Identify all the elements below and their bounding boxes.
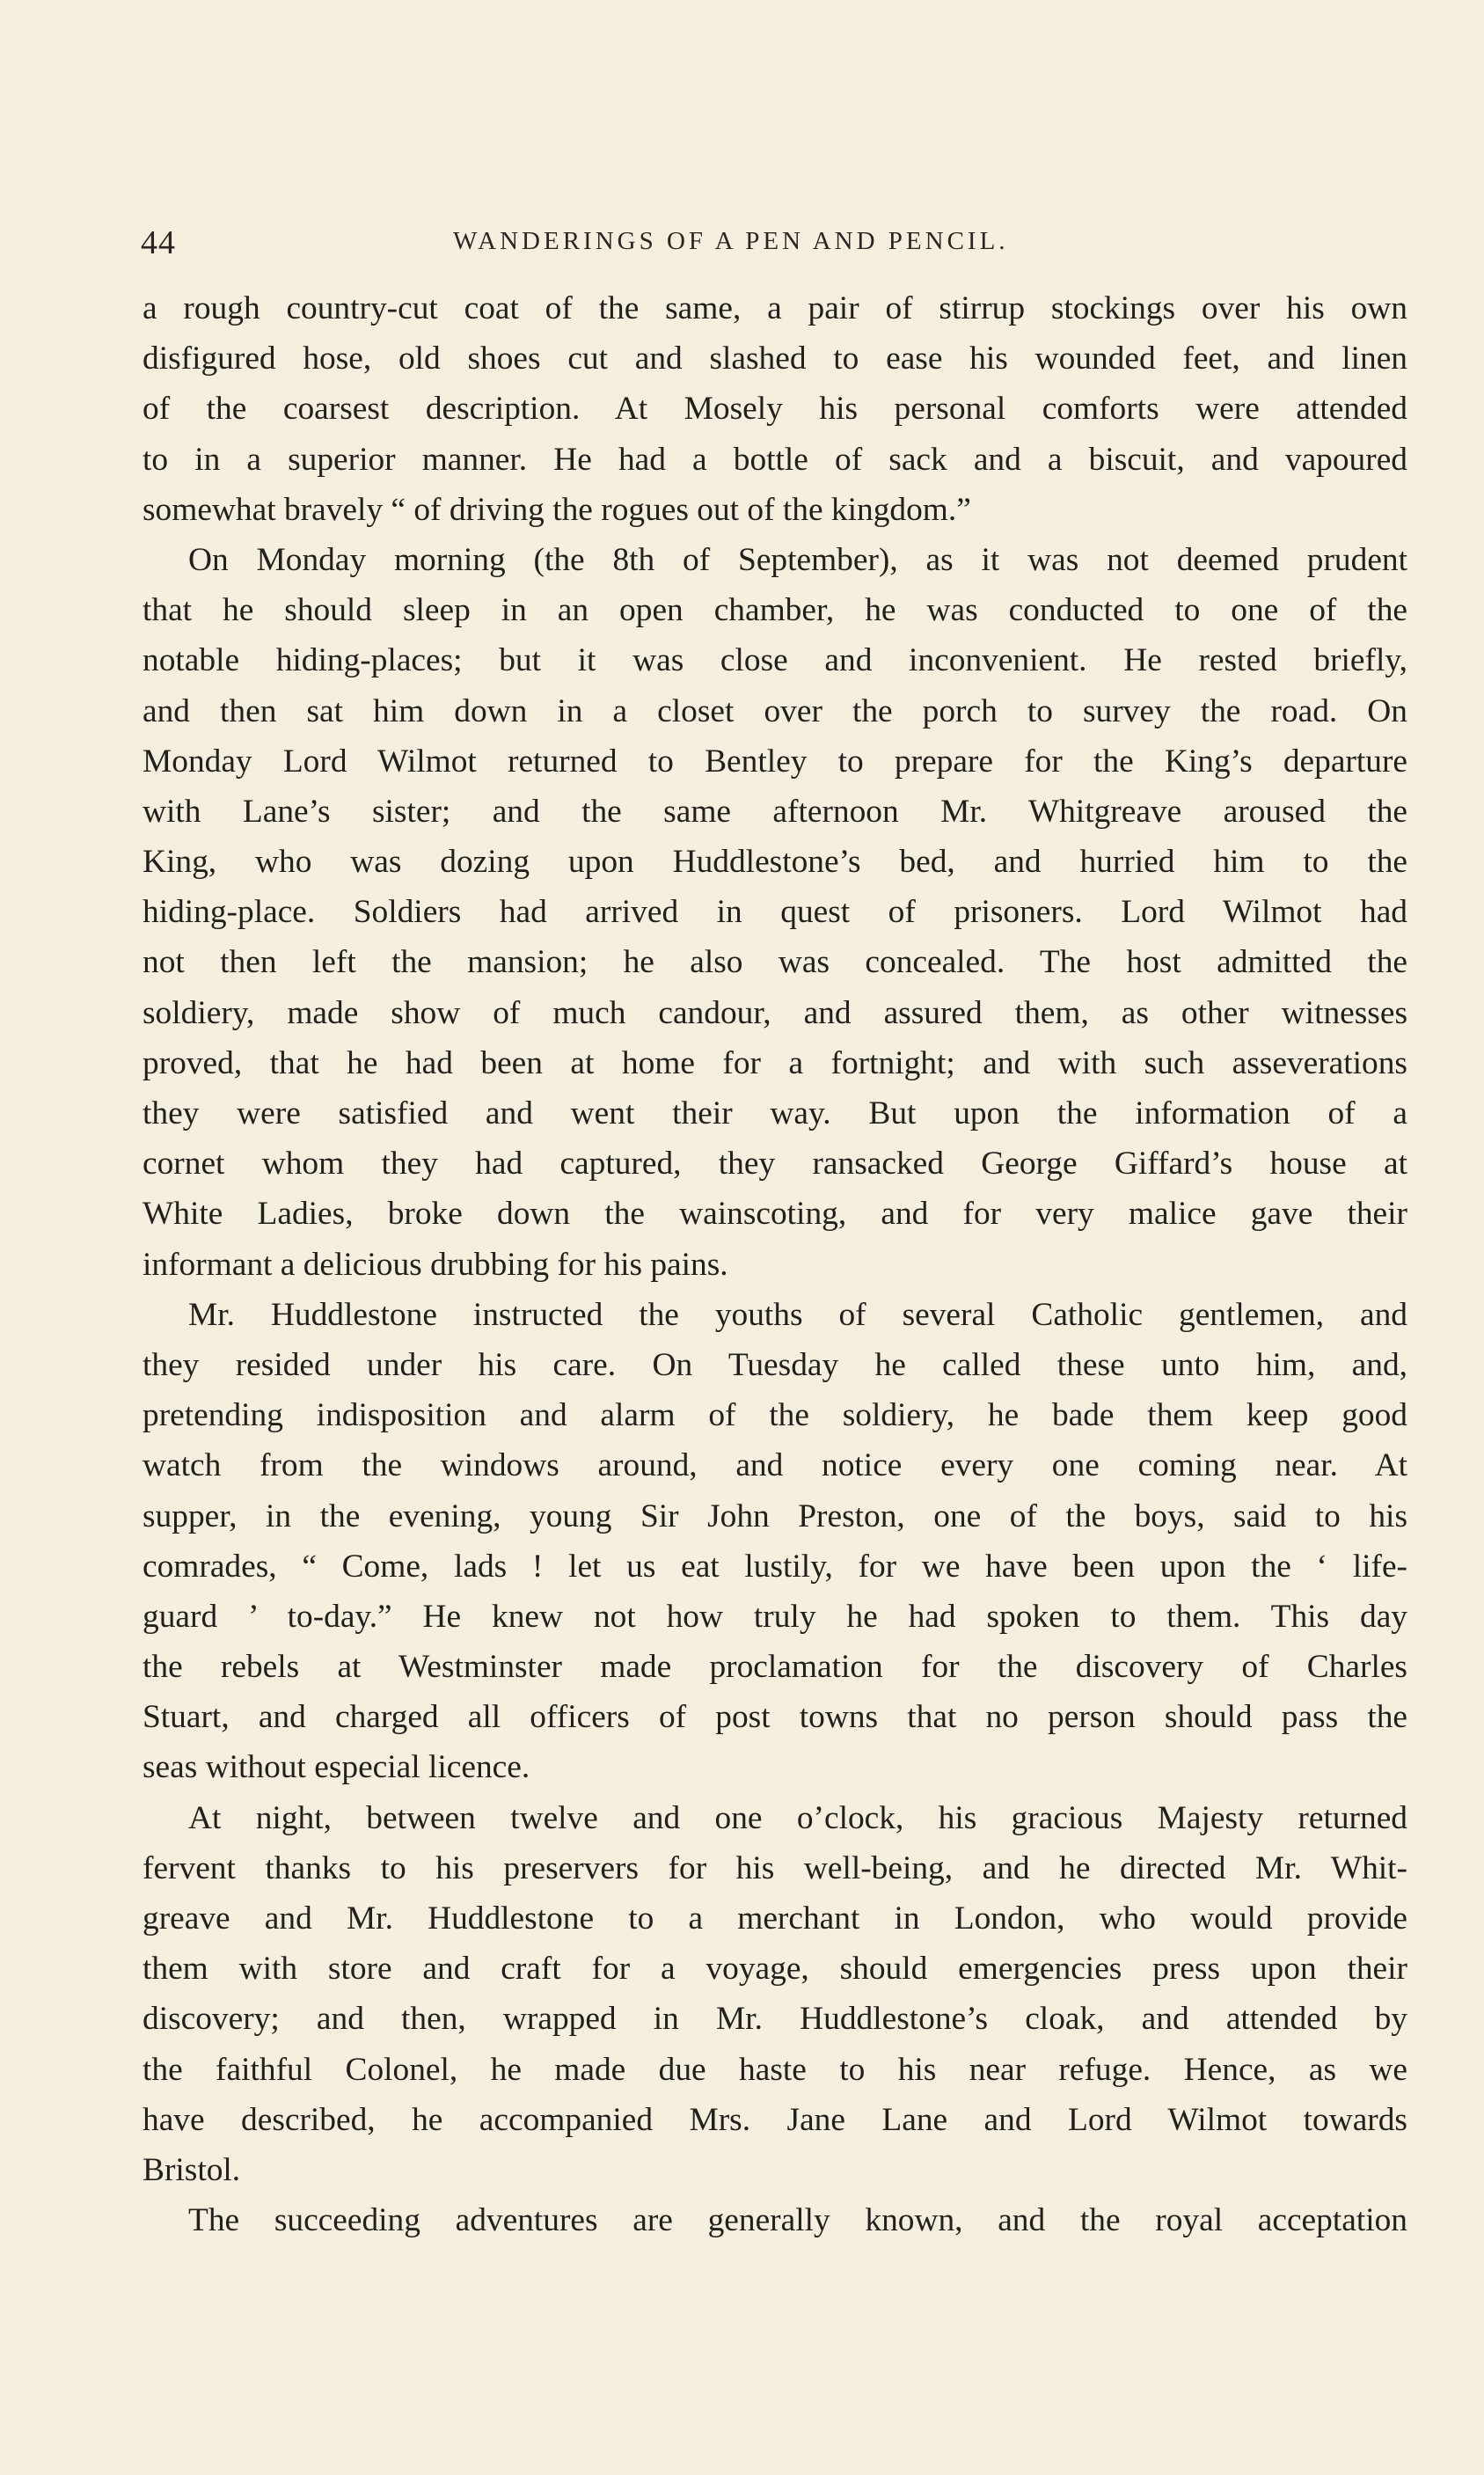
text-line: have described, he accompanied Mrs. Jane Lane and Lord Wilmot towards (143, 2101, 1407, 2138)
text-line: soldiery, made show of much candour, and assured them, as other witnesses (143, 994, 1407, 1031)
paragraph-start-line: Mr. Huddlestone instructed the youths of several Catholic gentlemen, and (188, 1296, 1407, 1333)
text-line: seas without especial licence. (143, 1749, 530, 1786)
running-head (141, 218, 1363, 271)
text-line: notable hiding-places; but it was close and inconvenient. He rested briefly, (143, 642, 1407, 679)
text-line: not then left the mansion; he also was concealed. The host admitted the (143, 944, 1407, 981)
text-line: with Lane’s sister; and the same afternoon Mr. Whitgreave aroused the (143, 793, 1407, 830)
text-line: King, who was dozing upon Huddlestone’s bed, and hurried him to the (143, 844, 1407, 881)
text-line: a rough country-cut coat of the same, a pair of stirrup stockings over his own (143, 290, 1407, 326)
text-line: watch from the windows around, and notice every one coming near. At (143, 1447, 1407, 1484)
text-line: and then sat him down in a closet over the porch to survey the road. On (143, 692, 1407, 729)
paragraph-start-line: The succeeding adventures are generally known, and the royal acceptation (188, 2202, 1407, 2239)
text-line: proved, that he had been at home for a fortnight; and with such asseverations (143, 1044, 1407, 1081)
text-line: comrades, “ Come, lads ! let us eat lustily, for we have been upon the ‘ life- (143, 1548, 1407, 1585)
text-line: the rebels at Westminster made proclamation for the discovery of Charles (143, 1649, 1407, 1686)
text-line: greave and Mr. Huddlestone to a merchant in London, who would provide (143, 1900, 1407, 1937)
text-line: of the coarsest description. At Mosely his personal comforts were attended (143, 391, 1407, 428)
text-line: the faithful Colonel, he made due haste to his near refuge. Hence, as we (143, 2051, 1407, 2088)
text-line: they resided under his care. On Tuesday he called these unto him, and, (143, 1346, 1407, 1383)
text-line: cornet whom they had captured, they ransacked George Giffard’s house at (143, 1146, 1407, 1183)
paragraph-start-line: At night, between twelve and one o’clock, his gracious Majesty returned (188, 1799, 1407, 1836)
text-line: them with store and craft for a voyage, should emergencies press upon their (143, 1951, 1407, 1988)
text-line: that he should sleep in an open chamber, he was conducted to one of the (143, 592, 1407, 629)
running-title: WANDERINGS OF A PEN AND PENCIL. (453, 227, 1009, 255)
text-line: Bristol. (143, 2151, 241, 2188)
text-line: discovery; and then, wrapped in Mr. Huddlestone’s cloak, and attended by (143, 2001, 1407, 2038)
text-line: guard ’ to-day.” He knew not how truly he had spoken to them. This day (143, 1598, 1407, 1635)
text-line: pretending indisposition and alarm of the soldiery, he bade them keep good (143, 1397, 1407, 1434)
text-line: to in a superior manner. He had a bottle of sack and a biscuit, and vapoured (143, 441, 1407, 478)
page-number: 44 (141, 224, 176, 261)
text-line: informant a delicious drubbing for his pains. (143, 1246, 728, 1283)
text-line: supper, in the evening, young Sir John Preston, one of the boys, said to his (143, 1497, 1407, 1534)
text-line: fervent thanks to his preservers for his well-being, and he directed Mr. Whit- (143, 1849, 1407, 1886)
text-line: disfigured hose, old shoes cut and slashed to ease his wounded feet, and linen (143, 340, 1407, 377)
text-line: Monday Lord Wilmot returned to Bentley to prepare for the King’s departure (143, 743, 1407, 780)
text-line: they were satisfied and went their way. But upon the information of a (143, 1095, 1407, 1131)
text-line: somewhat bravely “ of driving the rogues out of the kingdom.” (143, 491, 971, 528)
text-line: hiding-place. Soldiers had arrived in quest of prisoners. Lord Wilmot had (143, 894, 1407, 931)
text-line: White Ladies, broke down the wainscoting, and for very malice gave their (143, 1196, 1407, 1233)
paragraph-start-line: On Monday morning (the 8th of September), as it was not deemed prudent (188, 541, 1407, 578)
body-text (143, 283, 1407, 2245)
text-line: Stuart, and charged all officers of post towns that no person should pass the (143, 1699, 1407, 1736)
